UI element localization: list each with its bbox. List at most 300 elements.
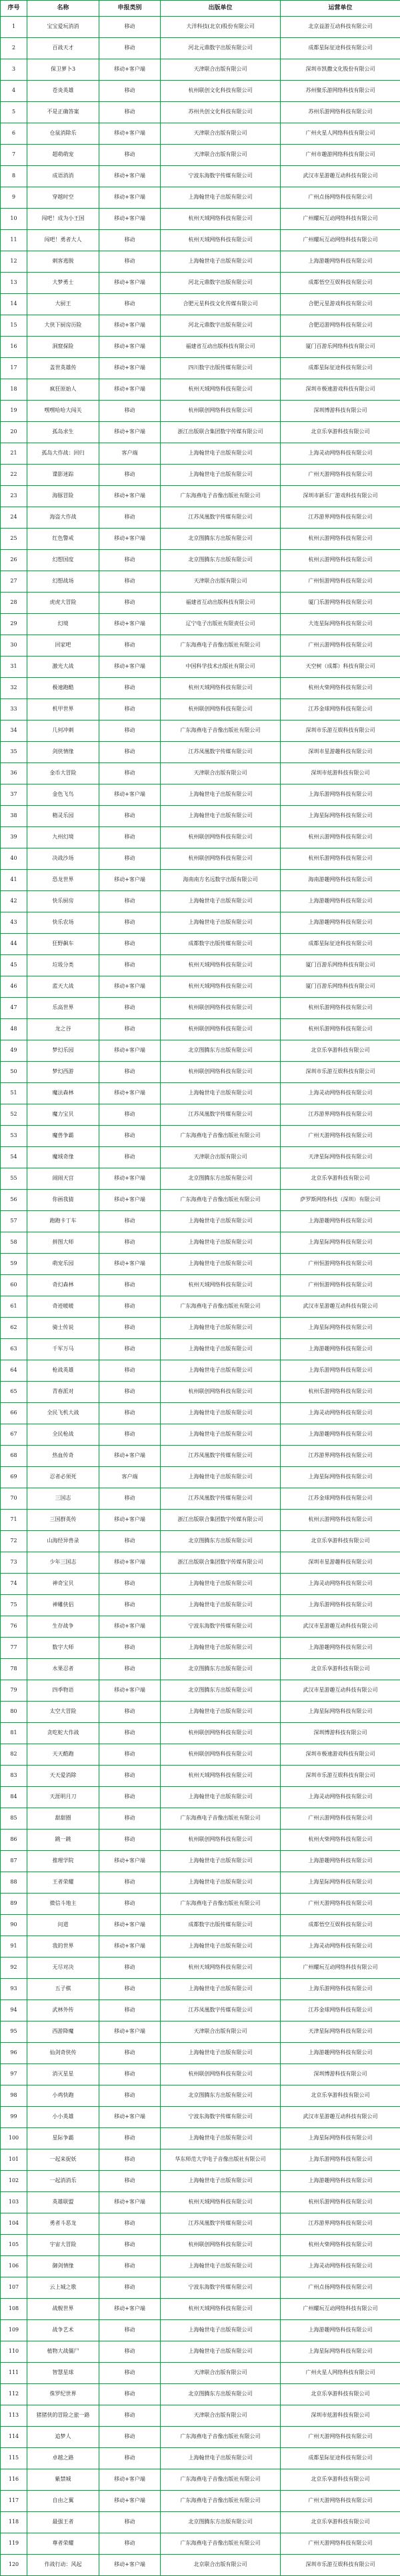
cell-index: 117	[1, 2491, 27, 2512]
cell-index: 51	[1, 1083, 27, 1104]
cell-name: 忍者必须死	[27, 1467, 99, 1488]
cell-name: 盖世英雄传	[27, 358, 99, 379]
cell-operator: 上海灵动网络科技有限公司	[281, 1083, 400, 1104]
cell-operator: 深圳市乐游互娱科技有限公司	[281, 2555, 400, 2576]
cell-category: 移动	[99, 955, 161, 976]
cell-operator: 上海灵动网络科技有限公司	[281, 443, 400, 465]
cell-operator: 武汉市星游趣互动科技有限公司	[281, 1616, 400, 1638]
cell-publisher: 华东师范大学电子音像出版社有限公司	[161, 2149, 281, 2171]
cell-name: 幻想国度	[27, 550, 99, 571]
cell-category: 移动+客户端	[99, 2021, 161, 2043]
cell-operator: 江苏游界网络科技有限公司	[281, 1104, 400, 1126]
cell-index: 107	[1, 2277, 27, 2299]
cell-name: 百战天才	[27, 38, 99, 59]
cell-name: 大厨王	[27, 294, 99, 315]
table-row	[1, 614, 400, 635]
cell-category: 移动+客户端	[99, 1936, 161, 1957]
cell-category: 移动+客户端	[99, 379, 161, 401]
table-row	[1, 699, 400, 720]
cell-operator: 天津星际网络科技有限公司	[281, 1147, 400, 1168]
cell-operator: 杭州云游网络科技有限公司	[281, 827, 400, 848]
cell-index: 62	[1, 1318, 27, 1339]
cell-category: 移动+客户端	[99, 2469, 161, 2491]
cell-publisher: 杭州天域网络科技有限公司	[161, 678, 281, 699]
cell-publisher: 天津联合出版有限公司	[161, 763, 281, 784]
table-row	[1, 2085, 400, 2107]
table-row	[1, 1104, 400, 1126]
cell-index: 8	[1, 166, 27, 187]
cell-category: 移动	[99, 1424, 161, 1446]
cell-publisher: 江苏凤凰数字传媒有限公司	[161, 2000, 281, 2021]
cell-index: 19	[1, 401, 27, 422]
cell-index: 41	[1, 870, 27, 891]
cell-name: 枪战英雄	[27, 1360, 99, 1382]
cell-operator: 杭州火柴网络科技有限公司	[281, 1830, 400, 1851]
table-row	[1, 443, 400, 465]
cell-operator: 广州火星人网络科技有限公司	[281, 2363, 400, 2384]
cell-operator: 杭州火柴网络科技有限公司	[281, 678, 400, 699]
table-row	[1, 2469, 400, 2491]
cell-publisher: 上海翰世电子出版有限公司	[161, 1254, 281, 1275]
cell-name: 蓝天大战	[27, 976, 99, 998]
cell-index: 114	[1, 2427, 27, 2448]
cell-publisher: 浙江出版联合集团数字传媒有限公司	[161, 1552, 281, 1574]
cell-category: 移动+客户端	[99, 273, 161, 294]
cell-category: 移动	[99, 1126, 161, 1147]
table-row	[1, 1147, 400, 1168]
cell-operator: 北京乐享游科技有限公司	[281, 1040, 400, 1062]
cell-category: 移动	[99, 1830, 161, 1851]
cell-category: 移动	[99, 1488, 161, 1510]
cell-operator: 武汉市星游趣互动科技有限公司	[281, 166, 400, 187]
cell-index: 40	[1, 848, 27, 870]
cell-index: 48	[1, 1019, 27, 1040]
cell-category: 移动	[99, 1574, 161, 1595]
cell-operator: 杭州乐游网络科技有限公司	[281, 1382, 400, 1403]
table-row	[1, 358, 400, 379]
cell-category: 移动	[99, 2277, 161, 2299]
cell-operator: 上海游趣网络科技有限公司	[281, 912, 400, 934]
cell-operator: 广州耀玩互动网络科技有限公司	[281, 230, 400, 251]
table-row	[1, 379, 400, 401]
cell-index: 30	[1, 635, 27, 656]
header-category: 申报类别	[99, 1, 161, 17]
cell-category: 移动+客户端	[99, 656, 161, 678]
cell-category: 移动	[99, 81, 161, 102]
cell-category: 移动	[99, 720, 161, 742]
table-row	[1, 401, 400, 422]
cell-publisher: 北京联合出版有限公司	[161, 2555, 281, 2576]
cell-publisher: 上海翰世电子出版有限公司	[161, 1979, 281, 2000]
table-row	[1, 1360, 400, 1382]
table-row	[1, 2128, 400, 2149]
cell-category: 移动	[99, 251, 161, 273]
cell-category: 移动	[99, 1979, 161, 2000]
cell-name: 狂野飙车	[27, 934, 99, 955]
table-row	[1, 230, 400, 251]
table-row	[1, 1659, 400, 1680]
cell-name: 尊者荣耀	[27, 2533, 99, 2555]
cell-category: 移动	[99, 2235, 161, 2256]
cell-category: 客户端	[99, 443, 161, 465]
cell-operator: 天津星际网络科技有限公司	[281, 2021, 400, 2043]
cell-publisher: 江苏凤凰数字传媒有限公司	[161, 742, 281, 763]
cell-name: 甜甜圈	[27, 1808, 99, 1830]
cell-index: 26	[1, 550, 27, 571]
cell-operator: 上海星际网络科技有限公司	[281, 2341, 400, 2363]
cell-name: 刺客逃脱	[27, 251, 99, 273]
cell-publisher: 上海翰世电子出版有限公司	[161, 806, 281, 827]
cell-category: 移动	[99, 848, 161, 870]
cell-index: 65	[1, 1382, 27, 1403]
cell-index: 89	[1, 1894, 27, 1915]
cell-category: 移动	[99, 1957, 161, 1979]
cell-category: 移动+客户端	[99, 529, 161, 550]
cell-operator: 深圳市炫游科技有限公司	[281, 2405, 400, 2427]
table-row	[1, 1744, 400, 1766]
cell-category: 移动	[99, 2213, 161, 2235]
cell-publisher: 天津联合出版有限公司	[161, 123, 281, 145]
cell-category: 移动	[99, 1339, 161, 1360]
table-row	[1, 2277, 400, 2299]
cell-category: 移动	[99, 699, 161, 720]
cell-index: 105	[1, 2235, 27, 2256]
cell-name: 全民枪战	[27, 1424, 99, 1446]
cell-operator: 上海乐游网络科技有限公司	[281, 1979, 400, 2000]
cell-index: 78	[1, 1659, 27, 1680]
cell-category: 移动	[99, 2043, 161, 2064]
cell-name: 金币大冒险	[27, 763, 99, 784]
cell-index: 108	[1, 2299, 27, 2320]
cell-operator: 北京乐享游科技有限公司	[281, 1168, 400, 1190]
cell-publisher: 北京图腾东方出版有限公司	[161, 1040, 281, 1062]
cell-category: 移动	[99, 678, 161, 699]
cell-name: 无尽对决	[27, 1957, 99, 1979]
cell-publisher: 杭州天域网络科技有限公司	[161, 209, 281, 230]
cell-index: 47	[1, 998, 27, 1019]
cell-category: 移动	[99, 635, 161, 656]
cell-operator: 深圳市乐游互娱科技有限公司	[281, 1062, 400, 1083]
cell-name: 穿越时空	[27, 187, 99, 209]
cell-publisher: 杭州联创网络科技有限公司	[161, 2064, 281, 2085]
cell-publisher: 合肥元星科技文化传媒有限公司	[161, 294, 281, 315]
cell-index: 88	[1, 1872, 27, 1894]
cell-operator: 武汉市星游趣互动科技有限公司	[281, 1296, 400, 1318]
cell-name: 神雕侠侣	[27, 1595, 99, 1616]
cell-publisher: 河北元鼎数字出版有限公司	[161, 315, 281, 337]
cell-publisher: 杭州天域网络科技有限公司	[161, 1957, 281, 1979]
cell-name: 小小英雄	[27, 2107, 99, 2128]
cell-category: 移动+客户端	[99, 1851, 161, 1872]
cell-publisher: 上海翰世电子出版有限公司	[161, 1574, 281, 1595]
cell-operator: 成都星际征途科技有限公司	[281, 2448, 400, 2469]
cell-name: 青春派对	[27, 1382, 99, 1403]
cell-category: 移动	[99, 38, 161, 59]
cell-operator: 广州天游网络科技有限公司	[281, 2491, 400, 2512]
table-row	[1, 1595, 400, 1616]
table-row	[1, 465, 400, 486]
cell-category: 移动+客户端	[99, 187, 161, 209]
cell-category: 移动+客户端	[99, 1083, 161, 1104]
cell-publisher: 天津联合出版有限公司	[161, 2405, 281, 2427]
cell-operator: 上海游趣网络科技有限公司	[281, 1638, 400, 1659]
cell-operator: 成都悟空互娱科技有限公司	[281, 273, 400, 294]
cell-index: 54	[1, 1147, 27, 1168]
header-index: 序号	[1, 1, 27, 17]
cell-publisher: 广东海燕电子音像出版社有限公司	[161, 2427, 281, 2448]
cell-publisher: 上海翰世电子出版有限公司	[161, 1360, 281, 1382]
cell-operator: 广州耀玩互动网络科技有限公司	[281, 1957, 400, 1979]
cell-operator: 厦门百游乐网络科技有限公司	[281, 337, 400, 358]
cell-operator: 广州恒游网络科技有限公司	[281, 1275, 400, 1296]
cell-publisher: 上海翰世电子出版有限公司	[161, 1702, 281, 1723]
cell-index: 77	[1, 1638, 27, 1659]
table-row	[1, 593, 400, 614]
cell-index: 97	[1, 2064, 27, 2085]
cell-operator: 合肥迈游网络科技有限公司	[281, 315, 400, 337]
cell-index: 75	[1, 1595, 27, 1616]
header-publisher: 出版单位	[161, 1, 281, 17]
table-row	[1, 934, 400, 955]
cell-name: 金色飞鸟	[27, 784, 99, 806]
cell-category: 移动	[99, 1659, 161, 1680]
cell-name: 云上城之歌	[27, 2277, 99, 2299]
cell-publisher: 杭州联创网络科技有限公司	[161, 1062, 281, 1083]
cell-index: 14	[1, 294, 27, 315]
cell-index: 81	[1, 1723, 27, 1744]
cell-index: 34	[1, 720, 27, 742]
cell-operator: 广州点扬网络科技有限公司	[281, 187, 400, 209]
table-row	[1, 251, 400, 273]
cell-operator: 上海星际网络科技有限公司	[281, 806, 400, 827]
table-row	[1, 1040, 400, 1062]
cell-name: 魔域奇缘	[27, 1147, 99, 1168]
table-row	[1, 1894, 400, 1915]
cell-category: 移动	[99, 1275, 161, 1296]
table-row	[1, 1510, 400, 1531]
table-row	[1, 1872, 400, 1894]
cell-publisher: 上海翰世电子出版有限公司	[161, 1638, 281, 1659]
cell-category: 移动+客户端	[99, 976, 161, 998]
table-row	[1, 1296, 400, 1318]
cell-category: 移动+客户端	[99, 166, 161, 187]
cell-publisher: 广东海燕电子音像出版社有限公司	[161, 486, 281, 507]
cell-operator: 大连星际网络科技有限公司	[281, 614, 400, 635]
cell-publisher: 江苏凤凰数字传媒有限公司	[161, 2213, 281, 2235]
cell-category: 移动	[99, 2320, 161, 2341]
cell-publisher: 上海翰世电子出版有限公司	[161, 465, 281, 486]
cell-publisher: 上海翰世电子出版有限公司	[161, 912, 281, 934]
cell-publisher: 广东海燕电子音像出版社有限公司	[161, 635, 281, 656]
cell-operator: 北京乐享游科技有限公司	[281, 2469, 400, 2491]
cell-operator: 上海灵动网络科技有限公司	[281, 2256, 400, 2277]
cell-operator: 海南游趣网络科技有限公司	[281, 870, 400, 891]
cell-name: 天天爱消除	[27, 1766, 99, 1787]
cell-operator: 深圳博游科技有限公司	[281, 2064, 400, 2085]
cell-name: 闯吧！成为小王国	[27, 209, 99, 230]
cell-name: 机甲世界	[27, 699, 99, 720]
table-row	[1, 2107, 400, 2128]
cell-operator: 上海乐游网络科技有限公司	[281, 1595, 400, 1616]
table-header-row	[1, 1, 400, 17]
cell-category: 移动	[99, 2149, 161, 2171]
cell-publisher: 上海翰世电子出版有限公司	[161, 1936, 281, 1957]
cell-index: 67	[1, 1424, 27, 1446]
cell-operator: 上海星际网络科技有限公司	[281, 1872, 400, 1894]
cell-publisher: 浙江出版联合集团数字传媒有限公司	[161, 1510, 281, 1531]
cell-index: 44	[1, 934, 27, 955]
cell-index: 68	[1, 1446, 27, 1467]
cell-operator: 深圳市新乐厂游戏科技有限公司	[281, 486, 400, 507]
cell-publisher: 天津联合出版有限公司	[161, 2363, 281, 2384]
table-row	[1, 1488, 400, 1510]
table-row	[1, 2405, 400, 2427]
cell-operator: 武汉市星游趣互动科技有限公司	[281, 2107, 400, 2128]
cell-publisher: 上海翰世电子出版有限公司	[161, 443, 281, 465]
cell-name: 侏罗纪世界	[27, 2384, 99, 2405]
cell-name: 恐龙世界	[27, 870, 99, 891]
table-row	[1, 59, 400, 81]
table-row	[1, 1275, 400, 1296]
cell-name: 梦幻西游	[27, 1062, 99, 1083]
cell-operator: 广州点扬网络科技有限公司	[281, 2277, 400, 2299]
table-row	[1, 17, 400, 38]
cell-index: 28	[1, 593, 27, 614]
cell-operator: 深圳博游科技有限公司	[281, 1723, 400, 1744]
cell-publisher: 宁波东海数字传媒有限公司	[161, 2107, 281, 2128]
cell-name: 激光大战	[27, 656, 99, 678]
cell-index: 37	[1, 784, 27, 806]
cell-operator: 武汉市星游趣互动科技有限公司	[281, 1680, 400, 1702]
cell-publisher: 宁波东海数字传媒有限公司	[161, 2277, 281, 2299]
cell-index: 27	[1, 571, 27, 593]
cell-name: 王者荣耀	[27, 1872, 99, 1894]
cell-publisher: 上海翰世电子出版有限公司	[161, 1403, 281, 1424]
cell-index: 66	[1, 1403, 27, 1424]
cell-index: 90	[1, 1915, 27, 1936]
table-row	[1, 81, 400, 102]
cell-category: 移动+客户端	[99, 2555, 161, 2576]
cell-name: 超萌萌宠	[27, 145, 99, 166]
cell-category: 移动	[99, 593, 161, 614]
cell-category: 移动	[99, 2533, 161, 2555]
cell-category: 移动	[99, 1766, 161, 1787]
table-row	[1, 912, 400, 934]
cell-operator: 成都悟空互娱科技有限公司	[281, 1915, 400, 1936]
table-row	[1, 1446, 400, 1467]
cell-publisher: 福建省互动出版科技有限公司	[161, 337, 281, 358]
cell-index: 84	[1, 1787, 27, 1808]
cell-category: 移动	[99, 1232, 161, 1254]
cell-publisher: 杭州天域网络科技有限公司	[161, 955, 281, 976]
cell-publisher: 成都数字出版传媒有限公司	[161, 1915, 281, 1936]
cell-index: 92	[1, 1957, 27, 1979]
cell-operator: 上海游趣网络科技有限公司	[281, 891, 400, 912]
cell-category: 移动	[99, 891, 161, 912]
cell-publisher: 河北元鼎数字出版有限公司	[161, 38, 281, 59]
cell-operator: 上海星际网络科技有限公司	[281, 1318, 400, 1339]
cell-name: 孤岛大作战：回归	[27, 443, 99, 465]
cell-category: 移动	[99, 2256, 161, 2277]
table-row	[1, 870, 400, 891]
table-row	[1, 1638, 400, 1659]
cell-index: 38	[1, 806, 27, 827]
table-row	[1, 2021, 400, 2043]
cell-category: 移动+客户端	[99, 1446, 161, 1467]
cell-index: 96	[1, 2043, 27, 2064]
cell-publisher: 杭州天域网络科技有限公司	[161, 1766, 281, 1787]
cell-category: 移动	[99, 1744, 161, 1766]
cell-publisher: 杭州联创网络科技有限公司	[161, 1723, 281, 1744]
cell-publisher: 北京图腾东方出版有限公司	[161, 1168, 281, 1190]
cell-name: 乐高世界	[27, 998, 99, 1019]
cell-operator: 杭州乐游网络科技有限公司	[281, 998, 400, 1019]
cell-operator: 上海乐游网络科技有限公司	[281, 1360, 400, 1382]
cell-category: 移动	[99, 1019, 161, 1040]
cell-operator: 上海游趣网络科技有限公司	[281, 2043, 400, 2064]
table-row	[1, 1979, 400, 2000]
cell-publisher: 北京图腾东方出版有限公司	[161, 1531, 281, 1552]
cell-index: 29	[1, 614, 27, 635]
cell-operator: 上海游趣网络科技有限公司	[281, 2320, 400, 2341]
cell-name: 垃圾分类	[27, 955, 99, 976]
table-row	[1, 1830, 400, 1851]
cell-publisher: 杭州天域网络科技有限公司	[161, 2299, 281, 2320]
cell-category: 移动	[99, 465, 161, 486]
cell-operator: 上海乐游网络科技有限公司	[281, 2149, 400, 2171]
cell-name: 热血传奇	[27, 1446, 99, 1467]
cell-name: 幻想战场	[27, 571, 99, 593]
cell-operator: 成都星际征途科技有限公司	[281, 38, 400, 59]
cell-operator: 杭州云游网络科技有限公司	[281, 529, 400, 550]
cell-name: 谍影迷踪	[27, 465, 99, 486]
cell-operator: 广州天游网络科技有限公司	[281, 2427, 400, 2448]
cell-name: 宝宝爱玩消消	[27, 17, 99, 38]
cell-operator: 北京益游互动科技有限公司	[281, 17, 400, 38]
cell-operator: 广州天游网络科技有限公司	[281, 2533, 400, 2555]
cell-publisher: 广东海燕电子音像出版社有限公司	[161, 1894, 281, 1915]
cell-index: 60	[1, 1275, 27, 1296]
table-row	[1, 2341, 400, 2363]
cell-index: 13	[1, 273, 27, 294]
cell-category: 移动	[99, 806, 161, 827]
cell-publisher: 宁波东海数字传媒有限公司	[161, 1616, 281, 1638]
cell-name: 九州幻境	[27, 827, 99, 848]
cell-name: 卓越之路	[27, 2448, 99, 2469]
cell-category: 移动	[99, 1595, 161, 1616]
cell-index: 106	[1, 2256, 27, 2277]
table-row	[1, 1915, 400, 1936]
cell-name: 龙之谷	[27, 1019, 99, 1040]
cell-index: 91	[1, 1936, 27, 1957]
cell-publisher: 杭州联创网络科技有限公司	[161, 998, 281, 1019]
table-row	[1, 145, 400, 166]
cell-name: 魔力宝贝	[27, 1104, 99, 1126]
table-row	[1, 1424, 400, 1446]
cell-publisher: 广东海燕电子音像出版社有限公司	[161, 1296, 281, 1318]
cell-operator: 北京乐享游科技有限公司	[281, 422, 400, 443]
cell-category: 移动	[99, 2171, 161, 2192]
cell-name: 微信斗地主	[27, 1894, 99, 1915]
table-body	[1, 17, 400, 2576]
table-row	[1, 2256, 400, 2277]
cell-publisher: 广东海燕电子音像出版社有限公司	[161, 1126, 281, 1147]
cell-name: 一起消消乐	[27, 2171, 99, 2192]
cell-publisher: 北京图腾东方出版有限公司	[161, 2085, 281, 2107]
cell-publisher: 上海翰世电子出版有限公司	[161, 1318, 281, 1339]
cell-name: 大梦勇士	[27, 273, 99, 294]
cell-publisher: 上海翰世电子出版有限公司	[161, 891, 281, 912]
